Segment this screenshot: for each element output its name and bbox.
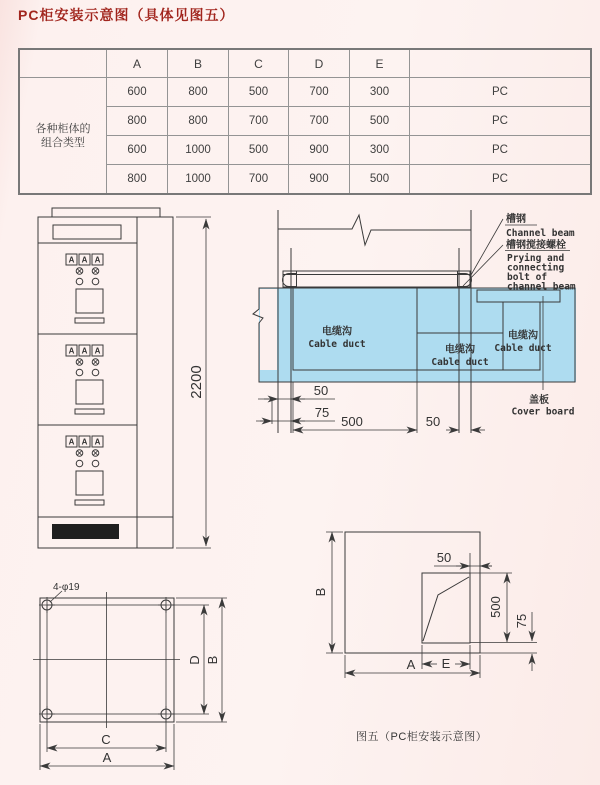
foundation-outline <box>345 532 480 653</box>
base-plate-view <box>33 582 227 770</box>
height-dimension <box>176 217 211 548</box>
cell: 700 <box>229 107 289 136</box>
cell: 800 <box>107 107 168 136</box>
label-duct3-en: Cable duct <box>494 343 552 354</box>
figure5-caption: 图五（PC柜安装示意图） <box>356 731 488 743</box>
label-bolt-cn: 槽钢搅接螺栓 <box>506 240 566 251</box>
label-holes: 4-φ19 <box>53 582 80 593</box>
cell: 300 <box>350 136 410 165</box>
col-header-c: C <box>229 49 289 78</box>
dim-a: A <box>102 750 112 765</box>
label-bolt-en3: bolt of <box>507 272 548 283</box>
dim-50-top: 50 <box>436 550 452 565</box>
nameplate <box>53 225 121 239</box>
cabinet-section <box>66 254 104 323</box>
cell: PC <box>410 78 592 107</box>
cell: 500 <box>229 136 289 165</box>
cell: 700 <box>229 165 289 195</box>
duct-opening <box>422 573 470 643</box>
dim-75-lip: 75 <box>314 405 330 420</box>
dim-75: 75 <box>514 613 529 629</box>
dim-b: B <box>313 587 328 597</box>
label-cover-cn: 盖板 <box>529 395 549 406</box>
cabinet-top-cap <box>52 208 160 217</box>
channel-beam <box>283 271 470 287</box>
dim-a: A <box>406 657 416 672</box>
cell: 500 <box>229 78 289 107</box>
dim-2200: 2200 <box>188 365 205 399</box>
col-header-e: E <box>350 49 410 78</box>
duct-diagonal <box>423 577 469 641</box>
label-bolt-en4: channel beam <box>507 281 576 293</box>
cabinet-outline <box>38 217 173 548</box>
label-duct2-en: Cable duct <box>431 357 489 368</box>
dim-c: C <box>101 732 111 747</box>
cell: PC <box>410 165 592 195</box>
cell: 1000 <box>168 136 229 165</box>
cell: 500 <box>350 107 410 136</box>
col-header-a: A <box>107 49 168 78</box>
break-line <box>278 215 471 245</box>
cabinet-section <box>66 345 104 414</box>
cross-section-view <box>253 210 576 433</box>
col-header-d: D <box>289 49 350 78</box>
ventilation-grille <box>52 524 119 539</box>
dim-b: B <box>205 655 220 665</box>
cell: 800 <box>168 107 229 136</box>
cell: 600 <box>107 136 168 165</box>
cell: 300 <box>350 78 410 107</box>
plate-outline <box>40 598 174 722</box>
label-bolt-en1: Prying and <box>507 253 565 264</box>
dim-500: 500 <box>488 596 503 618</box>
dim-50-right: 50 <box>425 414 441 429</box>
label-channel-beam-en: Channel beam <box>506 228 575 239</box>
cell: PC <box>410 136 592 165</box>
cell: 600 <box>107 78 168 107</box>
cell: 800 <box>168 78 229 107</box>
row-label-line1: 各种柜体的 <box>35 122 91 135</box>
label-duct1-cn: 电缆沟 <box>322 326 352 338</box>
cell: 700 <box>289 107 350 136</box>
dim-500-duct: 500 <box>341 414 363 429</box>
cell: 900 <box>289 165 350 195</box>
label-duct1-en: Cable duct <box>308 339 366 350</box>
label-cover-en: Cover board <box>511 406 575 418</box>
cell: PC <box>410 107 592 136</box>
figure5-view <box>313 532 537 743</box>
label-bolt-en2: connecting <box>507 262 565 274</box>
col-header-b: B <box>168 49 229 78</box>
cell: 700 <box>289 78 350 107</box>
cabinet-front-view <box>38 208 211 548</box>
cell: 500 <box>350 165 410 195</box>
cell: 800 <box>107 165 168 195</box>
label-duct2-cn: 电缆沟 <box>445 344 475 356</box>
cell: 900 <box>289 136 350 165</box>
beam-bolt-left <box>283 271 297 287</box>
dim-d: D <box>187 655 202 665</box>
page-title: PC柜安装示意图（具体见图五） <box>18 7 235 23</box>
centerlines <box>33 592 180 728</box>
row-label-line2: 组合类型 <box>41 136 85 149</box>
label-channel-beam-cn: 槽钢 <box>506 214 526 225</box>
dim-e: E <box>441 656 451 671</box>
dim-50-wall: 50 <box>313 383 329 398</box>
leader-lines <box>463 219 503 286</box>
cabinet-section <box>66 436 104 505</box>
cell: 1000 <box>168 165 229 195</box>
label-duct3-cn: 电缆沟 <box>508 330 538 342</box>
